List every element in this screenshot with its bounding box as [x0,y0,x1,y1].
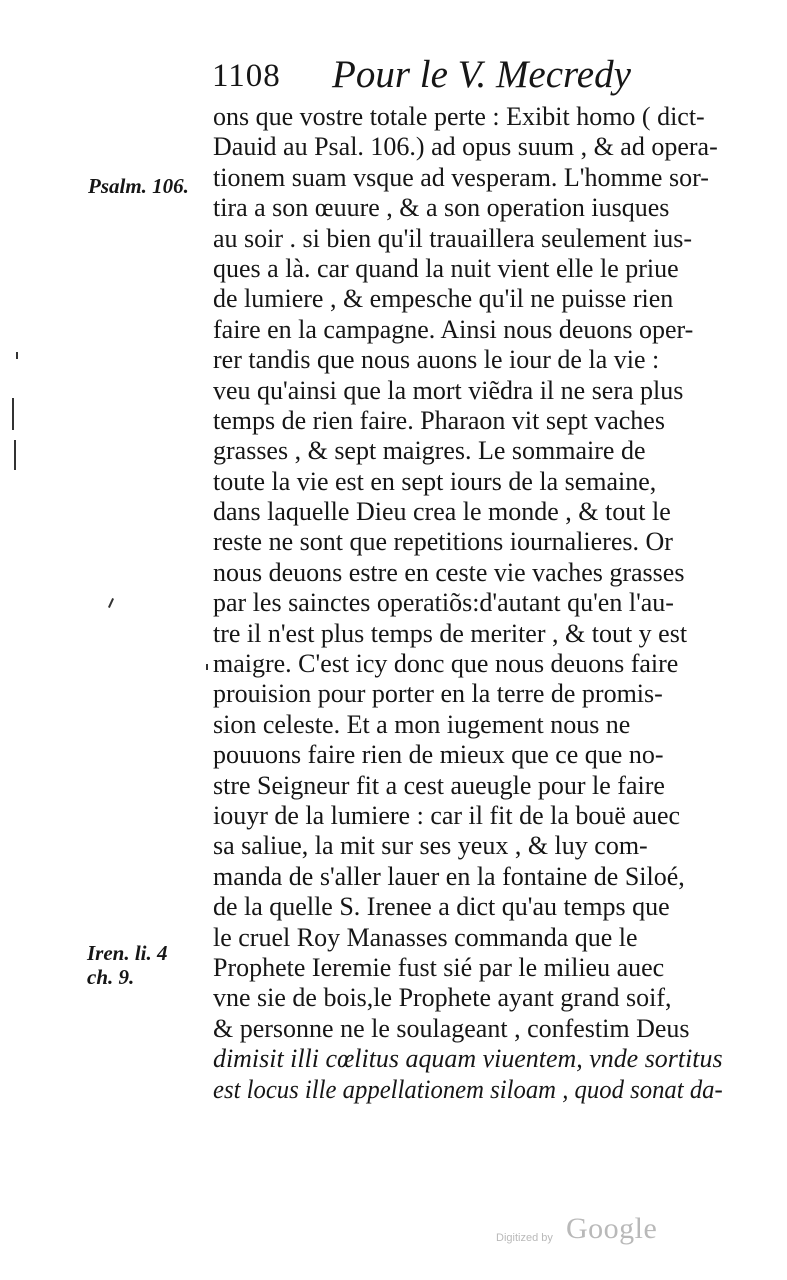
text-line: de lumiere , & empesche qu'il ne puisse rien [213,284,674,314]
text-line: nous deuons estre en ceste vie vaches grasses [213,557,685,587]
text-line: Prophete Ieremie fust sié par le milieu auec [213,952,665,982]
text-line: au soir . si bien qu'il trauaillera seulement ius- [213,223,693,253]
margin-note-irenaeus-chapter: ch. 9. [87,965,135,989]
text-line: de la quelle S. Irenee a dict qu'au temps que [213,892,670,922]
text-line: pouuons faire rien de mieux que ce que no- [213,740,664,770]
text-line: ques a là. car quand la nuit vient elle le priue [213,253,679,283]
text-line: & personne ne le soulageant , confestim Deus [213,1013,690,1043]
google-logo: Google [566,1212,658,1245]
text-line: dans laquelle Dieu crea le monde , & tout le [213,497,671,527]
text-line: reste ne sont que repetitions iournalieres. Or [213,527,673,557]
margin-note-psalm: Psalm. 106. [88,174,189,198]
body-text [213,102,723,1105]
text-line: ons que vostre totale perte : Exibit homo ( dict- [213,102,705,131]
text-line: sion celeste. Et a mon iugement nous ne [213,709,631,739]
text-line: manda de s'aller lauer en la fontaine de Siloé, [213,861,685,891]
text-line: sa saliue, la mit sur ses yeux , & luy com- [213,831,648,861]
text-line-latin: dimisit illi cœlitus aquam viuentem, vnde sortitus [213,1044,723,1074]
page-header [212,52,632,102]
page-number: 1108 [212,58,281,94]
text-line: tira a son œuure , & a son operation iusques [213,193,670,223]
text-line: veu qu'ainsi que la mort viẽdra il ne sera plus [213,375,684,405]
text-line-latin: est locus ille appellationem siloam , quod sonat da- [213,1074,723,1104]
text-line: faire en la campagne. Ainsi nous deuons oper- [213,314,694,344]
text-line: stre Seigneur fit a cest aueugle pour le faire [213,770,665,800]
text-line: grasses , & sept maigres. Le sommaire de [213,436,646,466]
text-line: Dauid au Psal. 106.) ad opus suum , & ad opera- [213,132,718,162]
text-line: toute la vie est en sept iours de la semaine, [213,466,657,496]
running-head: Pour le V. Mecredy [332,53,631,96]
margin-notes [0,0,200,1280]
text-line: vne sie de bois,le Prophete ayant grand soif, [213,983,672,1013]
watermark-label: Digitized by [496,1232,553,1244]
text-line: iouyr de la lumiere : car il fit de la bouë auec [213,800,681,830]
margin-note-irenaeus: Iren. li. 4 [87,941,168,965]
text-line: temps de rien faire. Pharaon vit sept vaches [213,405,665,435]
text-line: tre il n'est plus temps de meriter , & tout y est [213,618,688,648]
text-line: maigre. C'est icy donc que nous deuons faire [213,649,679,679]
google-digitized-watermark [496,1212,666,1256]
text-line: prouision pour porter en la terre de promis- [213,679,663,709]
text-line: rer tandis que nous auons le iour de la vie : [213,345,660,375]
text-line: tionem suam vsque ad vesperam. L'homme sor- [213,162,709,192]
text-line: par les sainctes operatiõs:d'autant qu'en l'au- [213,588,674,618]
text-line: le cruel Roy Manasses commanda que le [213,922,638,952]
